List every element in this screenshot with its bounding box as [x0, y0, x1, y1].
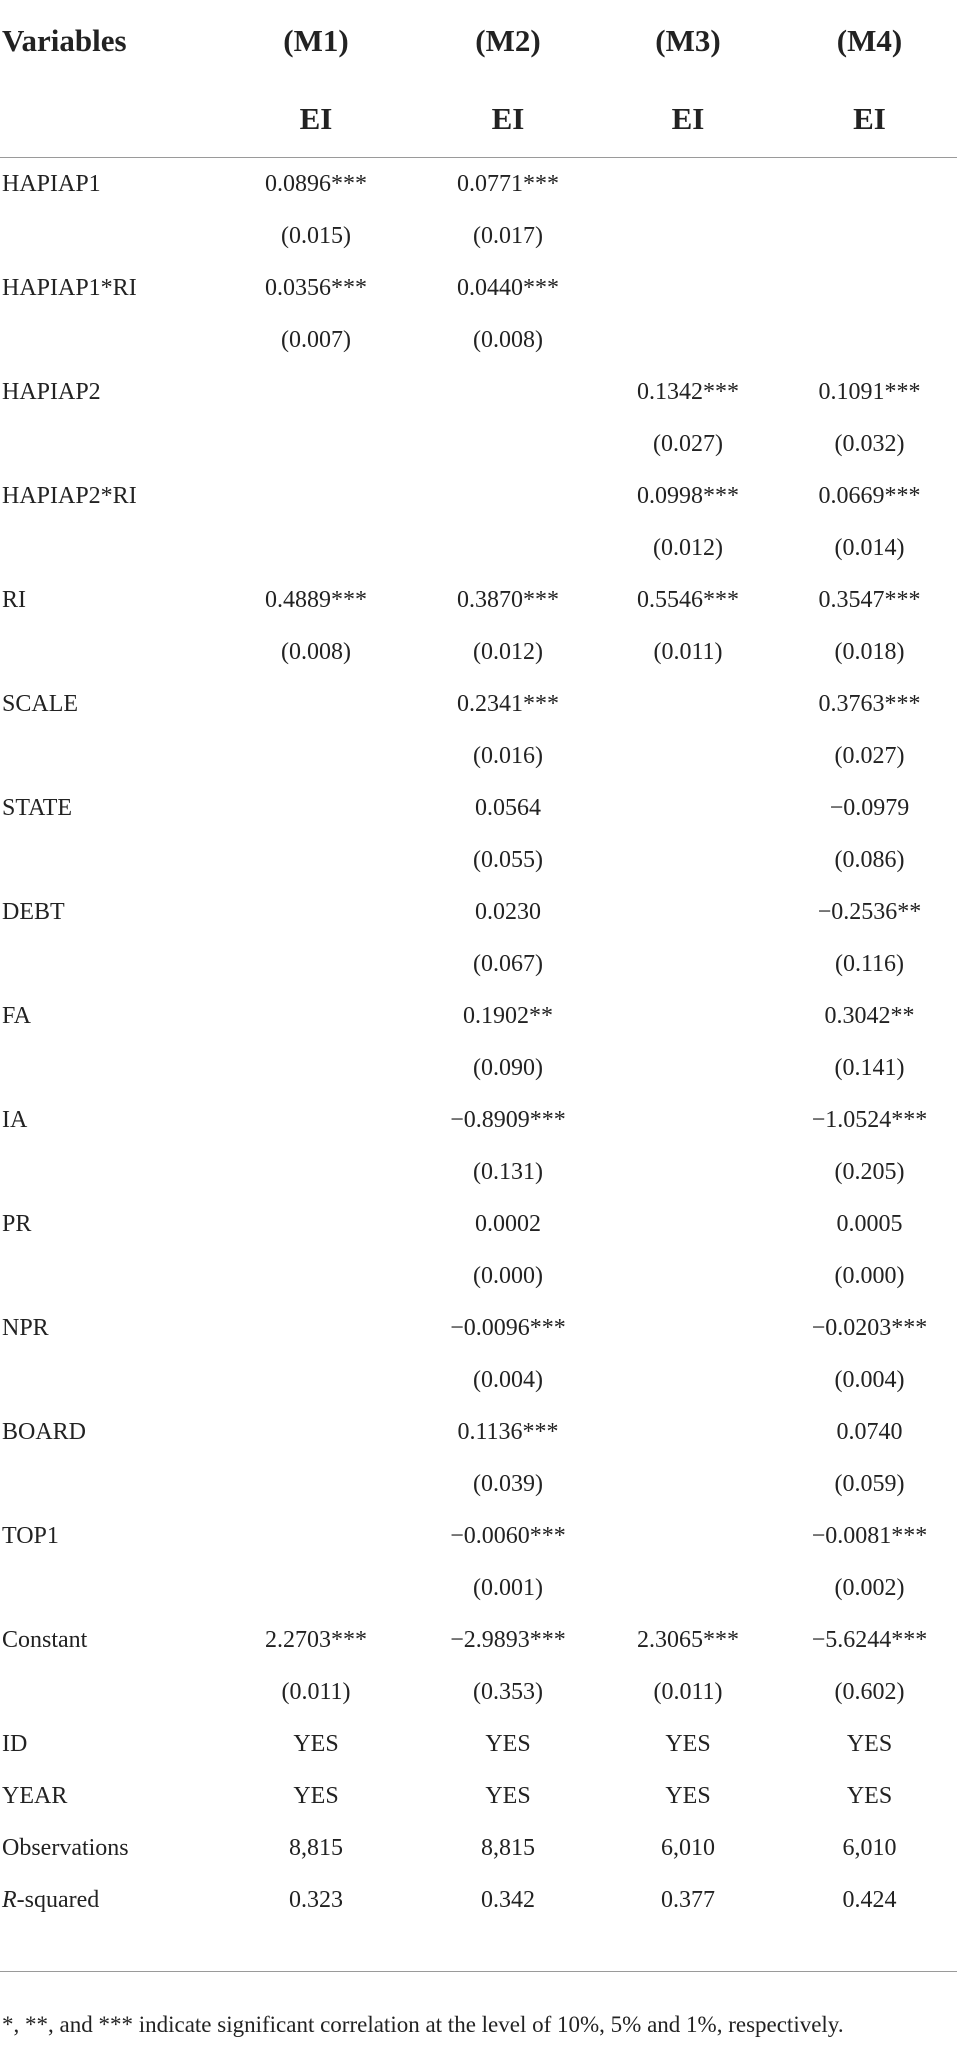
cell-m2: (0.001) — [473, 1574, 543, 1601]
cell-m2: (0.131) — [473, 1158, 543, 1185]
cell-m4: (0.014) — [834, 534, 905, 561]
cell-m4: YES — [846, 1782, 893, 1809]
cell-m2: (0.012) — [473, 638, 543, 665]
cell-m1 — [210, 782, 422, 834]
variable-label — [0, 938, 210, 990]
cell-m2: (0.004) — [473, 1366, 543, 1393]
variable-label — [0, 522, 210, 574]
cell-m3: YES — [665, 1730, 711, 1757]
cell-m1 — [210, 1146, 422, 1198]
cell-m1: 0.0896*** — [265, 170, 367, 197]
table-row — [0, 678, 957, 730]
cell-m2: (0.055) — [473, 846, 543, 873]
model-header-m2: (M2) — [475, 23, 541, 58]
dependent-header-m4: EI — [782, 80, 957, 158]
cell-m2: (0.067) — [473, 950, 543, 977]
cell-m1 — [210, 1354, 422, 1406]
variable-label — [0, 418, 210, 470]
cell-m1 — [210, 366, 422, 418]
table-row — [0, 834, 957, 886]
cell-m1 — [210, 730, 422, 782]
cell-m1: YES — [293, 1782, 339, 1809]
variable-label — [0, 1458, 210, 1510]
variable-label-rest: -squared — [16, 1886, 100, 1913]
cell-m4: 0.1091*** — [818, 378, 921, 405]
cell-m3: (0.012) — [653, 534, 723, 561]
cell-m2: −0.0060*** — [450, 1522, 566, 1549]
cell-m4: −0.0081*** — [811, 1522, 928, 1549]
cell-m1 — [210, 470, 422, 522]
cell-m4: (0.116) — [834, 950, 905, 977]
cell-m4: (0.602) — [834, 1678, 905, 1705]
table-row — [0, 1666, 957, 1718]
variable-label: NPR — [2, 1314, 49, 1341]
table-row — [0, 1042, 957, 1094]
table-row — [0, 418, 957, 470]
table-row — [0, 574, 957, 626]
dependent-header-blank — [0, 80, 210, 158]
cell-m1: 2.2703*** — [265, 1626, 367, 1653]
cell-m4 — [782, 158, 957, 211]
rule-cell — [594, 1926, 782, 1972]
cell-m4: 0.0005 — [836, 1210, 903, 1237]
table-header — [0, 0, 957, 158]
cell-m3 — [594, 730, 782, 782]
variable-label — [0, 1042, 210, 1094]
cell-m4: (0.205) — [834, 1158, 905, 1185]
rule-cell — [210, 1926, 422, 1972]
header-row-models — [0, 0, 957, 80]
cell-m2 — [422, 470, 594, 522]
cell-m3 — [594, 834, 782, 886]
cell-m2: YES — [485, 1782, 531, 1809]
cell-m2: 0.342 — [481, 1886, 535, 1913]
cell-m1 — [210, 1094, 422, 1146]
rule-cell — [782, 1926, 957, 1972]
cell-m1 — [210, 1042, 422, 1094]
cell-m4 — [782, 314, 957, 366]
cell-m1: (0.008) — [281, 638, 351, 665]
variable-label — [0, 626, 210, 678]
cell-m1 — [210, 522, 422, 574]
variable-label: HAPIAP2*RI — [2, 482, 137, 509]
variable-label — [0, 1666, 210, 1718]
cell-m3 — [594, 938, 782, 990]
variable-label: DEBT — [2, 898, 65, 925]
cell-m2 — [422, 418, 594, 470]
cell-m4: 0.0669*** — [818, 482, 921, 509]
cell-m1: (0.015) — [281, 222, 351, 249]
cell-m4: 0.3042** — [824, 1002, 915, 1029]
cell-m4 — [782, 262, 957, 314]
cell-m3 — [594, 1562, 782, 1614]
table-row — [0, 1510, 957, 1562]
cell-m1: (0.007) — [281, 326, 351, 353]
cell-m2: YES — [485, 1730, 531, 1757]
cell-m3: 6,010 — [661, 1834, 715, 1861]
cell-m4: (0.141) — [834, 1054, 905, 1081]
cell-m1 — [210, 938, 422, 990]
cell-m1: 0.0356*** — [265, 274, 367, 301]
cell-m3: (0.011) — [653, 638, 723, 665]
cell-m3 — [594, 158, 782, 211]
cell-m1 — [210, 990, 422, 1042]
header-row-dependent — [0, 80, 957, 158]
cell-m3: 0.377 — [661, 1886, 715, 1913]
cell-m2: (0.090) — [473, 1054, 543, 1081]
cell-m3 — [594, 1146, 782, 1198]
cell-m3 — [594, 1250, 782, 1302]
cell-m4: −0.0203*** — [811, 1314, 928, 1341]
variable-label: FA — [2, 1002, 31, 1029]
table-row — [0, 1146, 957, 1198]
cell-m1 — [210, 886, 422, 938]
cell-m3 — [594, 990, 782, 1042]
cell-m1 — [210, 1250, 422, 1302]
cell-m4: (0.086) — [834, 846, 905, 873]
variable-label: RI — [2, 586, 26, 613]
variable-label: HAPIAP2 — [2, 378, 101, 405]
cell-m4: (0.002) — [834, 1574, 905, 1601]
cell-m3: 0.5546*** — [637, 586, 739, 613]
table-row — [0, 158, 957, 211]
variable-label-italic: R — [2, 1886, 17, 1913]
variable-label: IA — [2, 1106, 28, 1133]
cell-m3 — [594, 1458, 782, 1510]
cell-m1 — [210, 1458, 422, 1510]
cell-m4: (0.059) — [834, 1470, 905, 1497]
dependent-header-m2: EI — [422, 80, 594, 158]
cell-m4: (0.027) — [834, 742, 905, 769]
cell-m4: −1.0524*** — [811, 1106, 928, 1133]
cell-m4: (0.004) — [834, 1366, 905, 1393]
cell-m3 — [594, 678, 782, 730]
cell-m1 — [210, 1198, 422, 1250]
cell-m3 — [594, 1042, 782, 1094]
table-row — [0, 886, 957, 938]
table-row — [0, 314, 957, 366]
variable-label — [0, 314, 210, 366]
table-row — [0, 470, 957, 522]
cell-m3: 0.1342*** — [637, 378, 739, 405]
cell-m2: −0.0096*** — [450, 1314, 566, 1341]
cell-m4: 0.424 — [842, 1886, 897, 1913]
cell-m2: (0.353) — [473, 1678, 543, 1705]
cell-m2: −0.8909*** — [450, 1106, 566, 1133]
table-row — [0, 1458, 957, 1510]
cell-m3 — [594, 262, 782, 314]
table-row — [0, 1562, 957, 1614]
cell-m4: 0.3763*** — [818, 690, 921, 717]
variable-label — [0, 834, 210, 886]
variable-label: STATE — [2, 794, 73, 821]
table-row — [0, 1302, 957, 1354]
cell-m1 — [210, 834, 422, 886]
cell-m3 — [594, 314, 782, 366]
table-row — [0, 1770, 957, 1822]
table-row — [0, 1822, 957, 1874]
cell-m2: 8,815 — [481, 1834, 535, 1861]
cell-m1: YES — [293, 1730, 339, 1757]
cell-m1 — [210, 678, 422, 730]
cell-m2: 0.1136*** — [457, 1418, 559, 1445]
model-header-m4: (M4) — [836, 23, 903, 58]
variable-label: PR — [2, 1210, 32, 1237]
variable-label — [0, 1146, 210, 1198]
cell-m4: −5.6244*** — [811, 1626, 928, 1653]
cell-m2: 0.0002 — [475, 1210, 541, 1237]
dependent-header-m3: EI — [594, 80, 782, 158]
cell-m4: (0.032) — [834, 430, 905, 457]
table-row — [0, 522, 957, 574]
table-row — [0, 1094, 957, 1146]
cell-m3: (0.011) — [653, 1678, 723, 1705]
table-row — [0, 1874, 957, 1926]
table-body — [0, 158, 957, 1972]
cell-m3 — [594, 1354, 782, 1406]
cell-m1 — [210, 418, 422, 470]
table-row — [0, 730, 957, 782]
model-header-m3: (M3) — [655, 23, 721, 58]
variable-label — [0, 1874, 210, 1926]
cell-m2: 0.0564 — [475, 794, 541, 821]
cell-m3: 2.3065*** — [637, 1626, 739, 1653]
table-footnote: *, **, and *** indicate significant correlation at the level of 10%, 5% and 1%, respectively. — [2, 2012, 844, 2037]
variable-label — [0, 1250, 210, 1302]
variables-header: Variables — [2, 23, 127, 58]
cell-m4: (0.018) — [834, 638, 905, 665]
cell-m4: YES — [846, 1730, 893, 1757]
cell-m4 — [782, 210, 957, 262]
variable-label: Observations — [2, 1834, 129, 1861]
table-row — [0, 262, 957, 314]
cell-m1 — [210, 1406, 422, 1458]
variable-label — [0, 1354, 210, 1406]
table-row — [0, 782, 957, 834]
variable-label — [0, 210, 210, 262]
table-row — [0, 366, 957, 418]
cell-m4: 0.0740 — [836, 1418, 903, 1445]
cell-m3: 0.0998*** — [637, 482, 739, 509]
variable-label: SCALE — [2, 690, 79, 717]
cell-m1: 0.4889*** — [265, 586, 367, 613]
variable-label: ID — [2, 1730, 28, 1757]
model-header-m1: (M1) — [283, 23, 349, 58]
table-row — [0, 1354, 957, 1406]
table-row — [0, 1614, 957, 1666]
cell-m4: −0.0979 — [829, 794, 910, 821]
cell-m3: YES — [665, 1782, 711, 1809]
cell-m4: −0.2536** — [817, 898, 922, 925]
cell-m3 — [594, 1198, 782, 1250]
table-row — [0, 626, 957, 678]
dependent-header-m1: EI — [210, 80, 422, 158]
rule-cell — [0, 1926, 210, 1972]
variable-label: YEAR — [2, 1782, 68, 1809]
cell-m3 — [594, 210, 782, 262]
table-bottom-rule — [0, 1926, 957, 1972]
cell-m2: (0.000) — [473, 1262, 543, 1289]
cell-m3 — [594, 886, 782, 938]
cell-m2: 0.1902** — [463, 1002, 553, 1029]
cell-m3 — [594, 782, 782, 834]
table-row — [0, 938, 957, 990]
table-row — [0, 210, 957, 262]
variable-label: TOP1 — [2, 1522, 59, 1549]
cell-m1 — [210, 1562, 422, 1614]
cell-m2 — [422, 366, 594, 418]
variable-label: HAPIAP1*RI — [2, 274, 137, 301]
variable-label — [0, 1562, 210, 1614]
table-row — [0, 1198, 957, 1250]
table-row — [0, 1250, 957, 1302]
cell-m3 — [594, 1302, 782, 1354]
cell-m1: (0.011) — [281, 1678, 351, 1705]
cell-m1: 8,815 — [289, 1834, 343, 1861]
cell-m4: 0.3547*** — [818, 586, 921, 613]
variable-label — [0, 730, 210, 782]
cell-m1 — [210, 1302, 422, 1354]
cell-m2 — [422, 522, 594, 574]
cell-m2: (0.017) — [473, 222, 543, 249]
cell-m3 — [594, 1406, 782, 1458]
cell-m1 — [210, 1510, 422, 1562]
cell-m4: (0.000) — [834, 1262, 905, 1289]
cell-m2: −2.9893*** — [450, 1626, 566, 1653]
rule-cell — [422, 1926, 594, 1972]
cell-m3: (0.027) — [653, 430, 723, 457]
cell-m3 — [594, 1094, 782, 1146]
table-row — [0, 1406, 957, 1458]
cell-m2: 0.2341*** — [457, 690, 559, 717]
cell-m2: (0.016) — [473, 742, 543, 769]
table-row — [0, 1718, 957, 1770]
cell-m4: 6,010 — [842, 1834, 897, 1861]
cell-m2: 0.3870*** — [457, 586, 559, 613]
variable-label: Constant — [2, 1626, 88, 1653]
cell-m2: (0.039) — [473, 1470, 543, 1497]
cell-m2: (0.008) — [473, 326, 543, 353]
cell-m2: 0.0771*** — [457, 170, 559, 197]
cell-m2: 0.0230 — [475, 898, 541, 925]
cell-m3 — [594, 1510, 782, 1562]
table-row — [0, 990, 957, 1042]
variable-label: HAPIAP1 — [2, 170, 101, 197]
cell-m1: 0.323 — [289, 1886, 343, 1913]
variable-label: BOARD — [2, 1418, 87, 1445]
cell-m2: 0.0440*** — [457, 274, 559, 301]
